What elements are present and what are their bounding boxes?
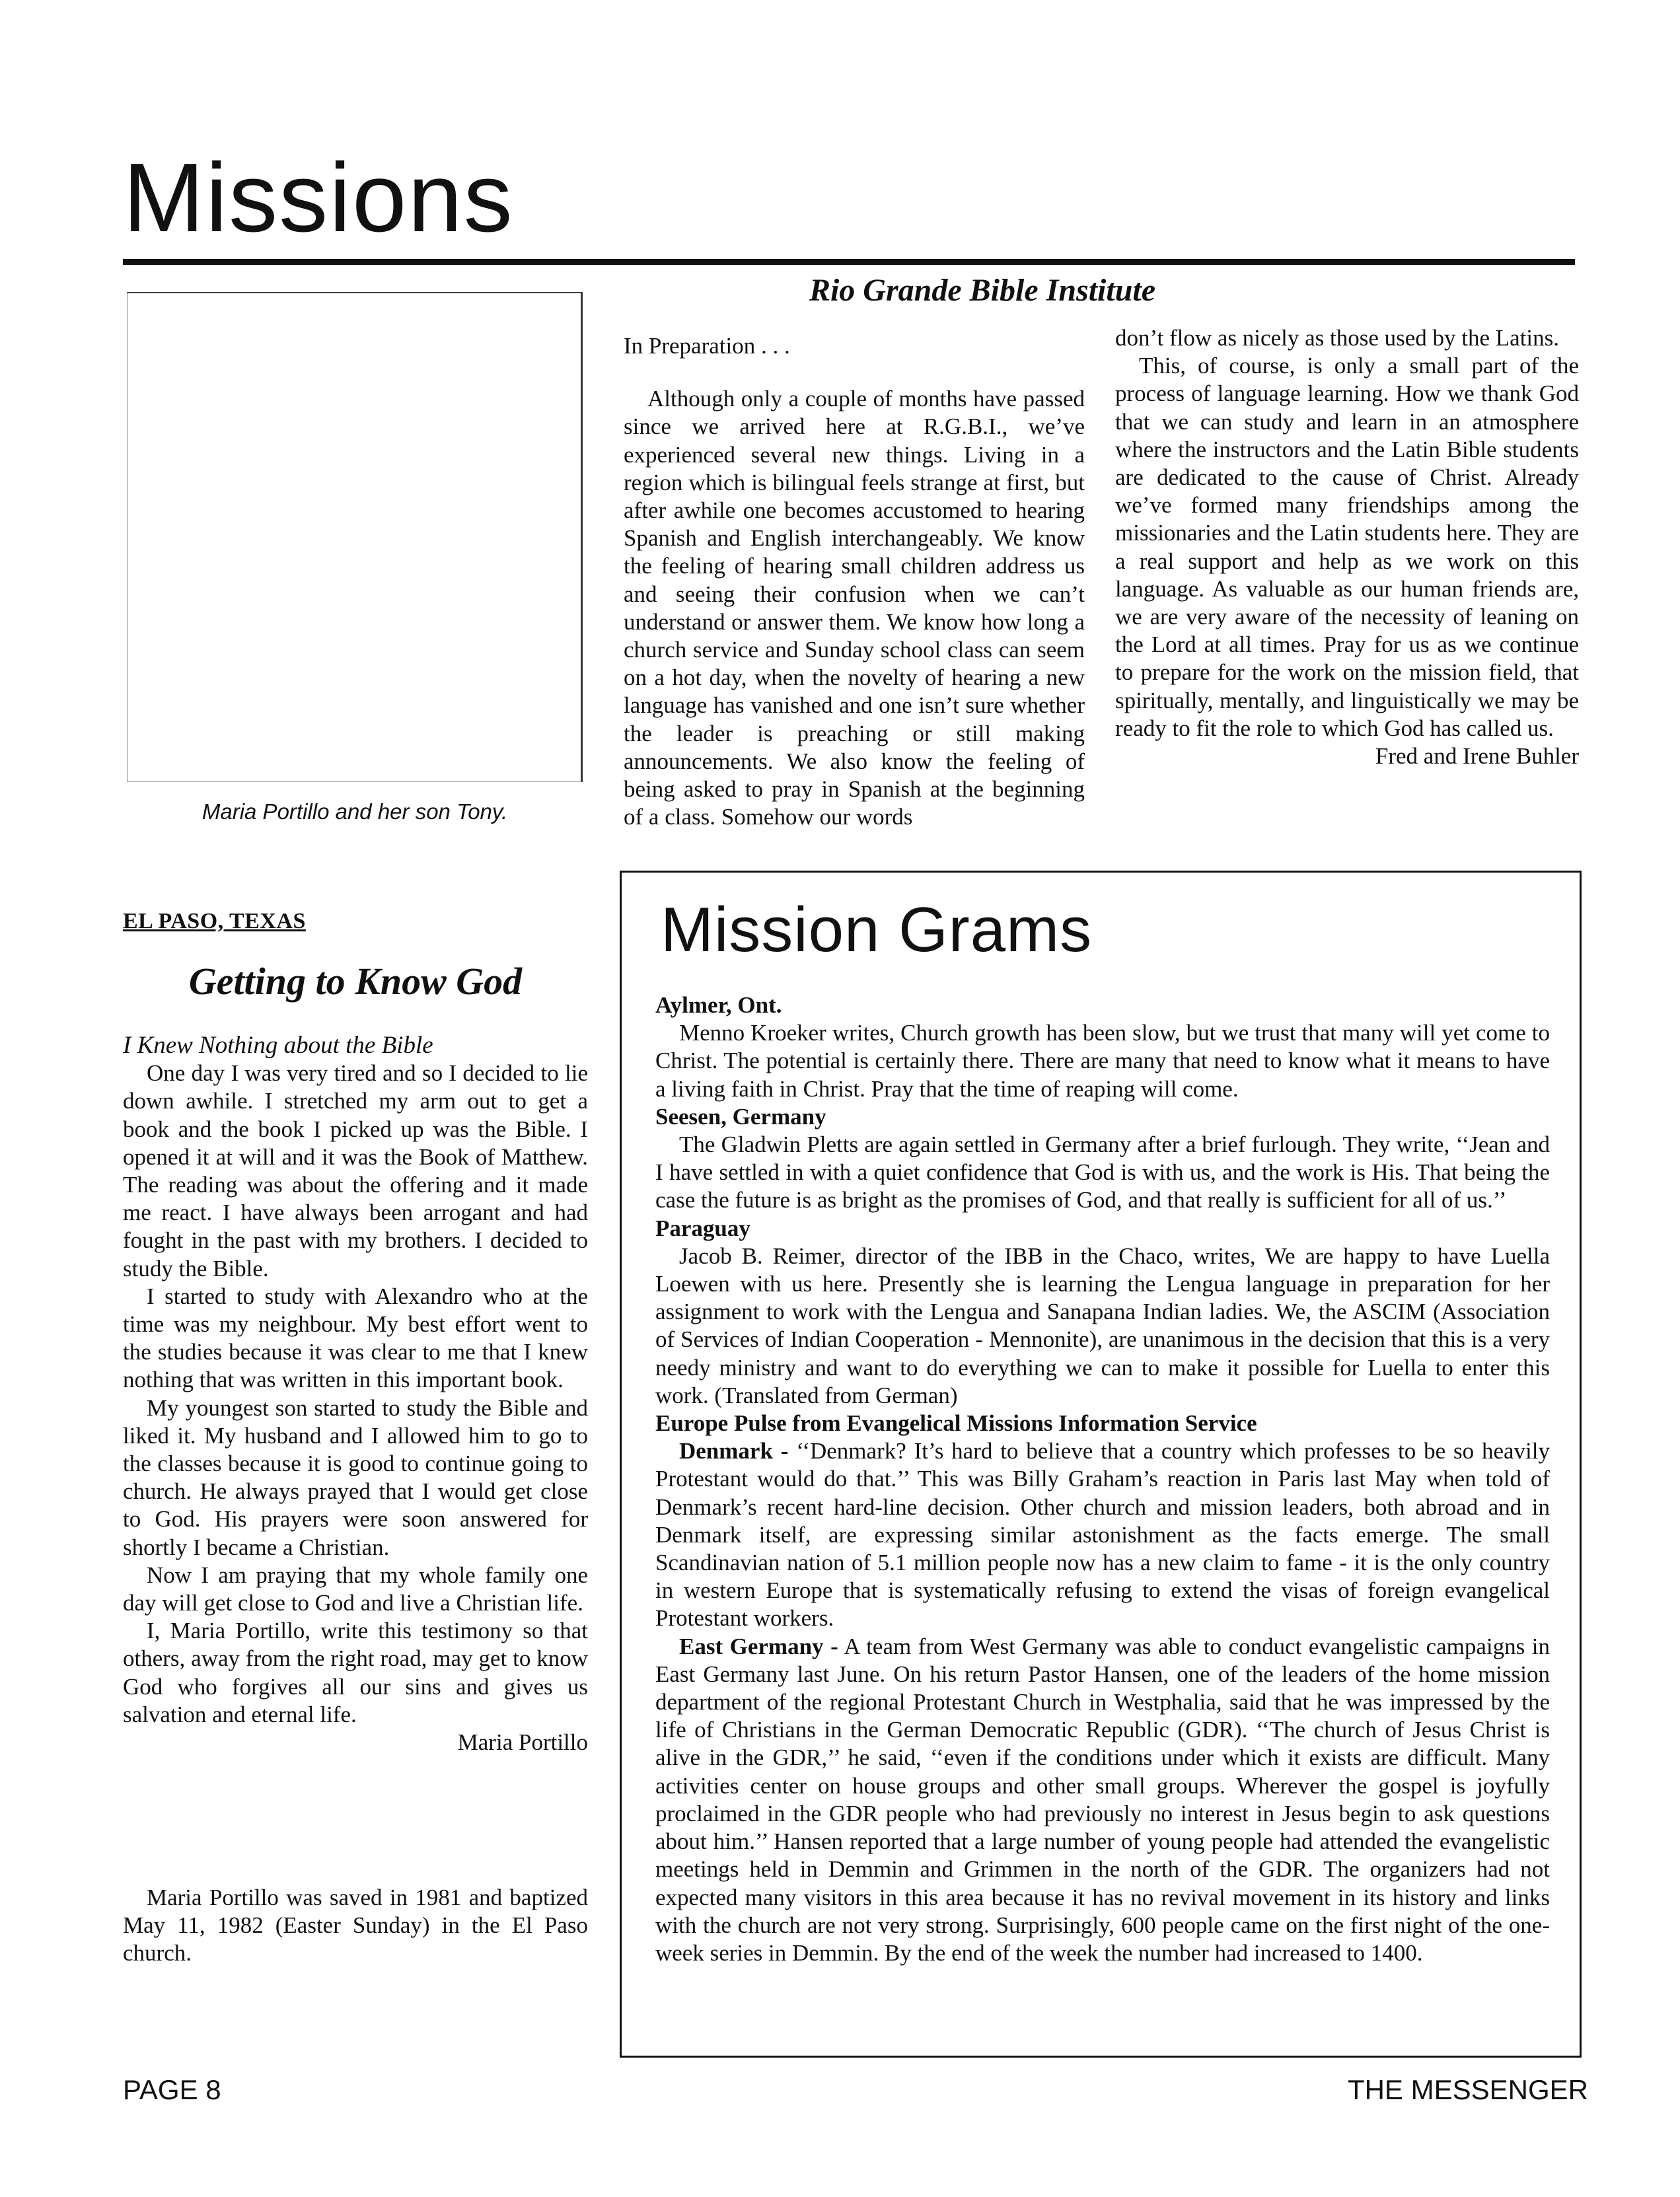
rgbi-paragraph-2: This, of course, is only a small part of the process of language learning. How we thank God that we can study and learn in an atmosphere where the instructors and the Latin Bible students are dedicated to the cause of Christ. Already we’ve formed many friendships among the missionaries and the Latin students here. They are a real support and help as we work on this language. As valuable as our human friends are, we are very aware of the necessity of leaning on the Lord at all times. Pray for us as we continue to prepare for the work on the mission field, that spiritually, mentally, and linguistically we may be ready to fit the role to which God has called us. — [1115, 353, 1579, 741]
section-title: Missions — [123, 143, 514, 252]
el-paso-paragraph: My youngest son started to study the Bible and liked it. My husband and I allowed him to go to the classes because it is good to continue going to church. He always prayed that I would get close to God. His prayers were soon answered for shortly I became a Christian. — [123, 1394, 588, 1560]
el-paso-signature: Maria Portillo — [457, 1729, 588, 1756]
el-paso-paragraph: Now I am praying that my whole family one day will get close to God and live a Christian life. — [123, 1562, 588, 1616]
el-paso-paragraph: One day I was very tired and so I decided to lie down awhile. I stretched my arm out to get a book and the book I picked up was the Bible. I opened it at will and it was the Book of Matthew. The reading was about the offering and it made me react. I have always been arrogant and had fought in the past with my brothers. I decided to study the Bible. — [123, 1060, 588, 1281]
el-paso-note-text: Maria Portillo was saved in 1981 and baptized May 11, 1982 (Easter Sunday) in the El Paso church. — [123, 1885, 588, 1966]
gram-text-east-germany — [655, 1633, 1550, 1967]
publication-name: THE MESSENGER — [1347, 2074, 1588, 2105]
gram-location-seesen: Seesen, Germany — [655, 1103, 826, 1130]
rgbi-signature: Fred and Irene Buhler — [1375, 743, 1579, 770]
gram-location-europe: Europe Pulse from Evangelical Missions Information Service — [655, 1410, 1257, 1437]
rgbi-column-2 — [1115, 324, 1579, 770]
rgbi-paragraph-1: Although only a couple of months have passed since we arrived here at R.G.B.I., we’ve experienced several new things. Living in a region which is bilingual feels strange at first, but after awhile one becomes accustomed to hearing Spanish and English interchangeably. We know the feeling of hearing small children address us and seeing their confusion when we can’t understand or answer them. We know how long a church service and Sunday school class can seem on a hot day, when the novelty of hearing a new language has vanished and one isn’t sure whether the leader is preaching or still making announcements. We also know the feeling of being asked to pray in Spanish at the beginning of a class. Somehow our words — [624, 386, 1085, 830]
gram-head-east-germany: East Germany - — [679, 1633, 838, 1659]
page-number: PAGE 8 — [123, 2074, 221, 2105]
gram-text-paraguay: Jacob B. Reimer, director of the IBB in the Chaco, writes, We are happy to have Luella Loewen with us here. Presently she is learning the Lengua language in preparation for her assignment to work with the Lengua and Sanapana Indian ladies. We, the ASCIM (Association of Services of Indian Cooperation - Mennonite), are unanimous in the decision that this is a very needy ministry and want to do everything we can to make it possible for Luella to enter this work. (Translated from German) — [655, 1243, 1550, 1408]
el-paso-paragraph: I, Maria Portillo, write this testimony so that others, away from the right road, may get to know God who forgives all our sins and gives us salvation and eternal life. — [123, 1618, 588, 1727]
rgbi-article-title: Rio Grande Bible Institute — [809, 273, 1156, 308]
mission-grams-body — [655, 991, 1550, 1967]
gram-location-aylmer: Aylmer, Ont. — [655, 992, 782, 1018]
gram-text-aylmer: Menno Kroeker writes, Church growth has been slow, but we trust that many will yet come to Christ. The potential is certainly there. There are many that need to know what it means to have a living faith in Christ. Pray that the time of reaping will come. — [655, 1020, 1550, 1102]
rgbi-kicker: In Preparation . . . — [624, 333, 790, 359]
title-rule — [123, 259, 1575, 265]
gram-head-denmark: Denmark - — [679, 1438, 789, 1464]
photo-caption: Maria Portillo and her son Tony. — [201, 799, 508, 824]
gram-body-denmark: ‘‘Denmark? It’s hard to believe that a country which professes to be so heavily Protestant would do that.’’ This was Billy Graham’s reaction in Paris last May when told of Denmark’s recent hard-line decision. Other church and mission leaders, both abroad and in Denmark itself, are expressing similar astonishment as the facts emerge. The small Scandinavian nation of 5.1 million people now has a new claim to fame - it is the only country in western Europe that is systematically refusing to extend the visas of foreign evangelical Protestant workers. — [655, 1438, 1550, 1632]
gram-text-seesen: The Gladwin Pletts are again settled in Germany after a brief furlough. They write, ‘‘Jean and I have settled in with a quiet confidence that God is with us, and the work is His. That being the case the future is as bright as the promises of God, and that really is sufficient for all of us.’’ — [655, 1132, 1550, 1213]
rgbi-column-1 — [624, 332, 1085, 831]
el-paso-note — [123, 1884, 588, 1968]
el-paso-paragraph: I started to study with Alexandro who at the time was my neighbour. My best effort went to the studies because it was clear to me that I knew nothing that was written in this important book. — [123, 1283, 588, 1393]
gram-text-denmark — [655, 1437, 1550, 1632]
photo-placeholder — [127, 292, 583, 782]
rgbi-paragraph-1-continued: don’t flow as nicely as those used by the Latins. — [1115, 325, 1560, 351]
gram-body-east-germany: A team from West Germany was able to conduct evangelistic campaigns in East Germany last June. On his return Pastor Hansen, one of the leaders of the home mission department of the regional Protestant Church in Westphalia, said that he was impressed by the life of Christians in the German Democratic Republic (GDR). ‘‘The church of Jesus Christ is alive in the GDR,’’ he said, ‘‘even if the conditions under which it exists are difficult. Many activities center on house groups and other small groups. Wherever the gospel is joyfully proclaimed in the GDR people who had previously no interest in Jesus begin to ask questions about him.’’ Hansen reported that a large number of young people had attended the evangelistic meetings held in Demmin and Grimmen in the north of the GDR. The organizers had not expected many visitors in this area because it has no revival movement in its history and links with the church are not very strong. Surprisingly, 600 people came on the first night of the one-week series in Demmin. By the end of the week the number had increased to 1400. — [655, 1633, 1550, 1966]
el-paso-subhead: I Knew Nothing about the Bible — [123, 1032, 433, 1059]
gram-location-paraguay: Paraguay — [655, 1215, 750, 1241]
el-paso-body — [123, 1032, 588, 1756]
el-paso-dateline: EL PASO, TEXAS — [123, 909, 306, 933]
mission-grams-title: Mission Grams — [661, 894, 1093, 965]
el-paso-article-title: Getting to Know God — [188, 960, 523, 1003]
